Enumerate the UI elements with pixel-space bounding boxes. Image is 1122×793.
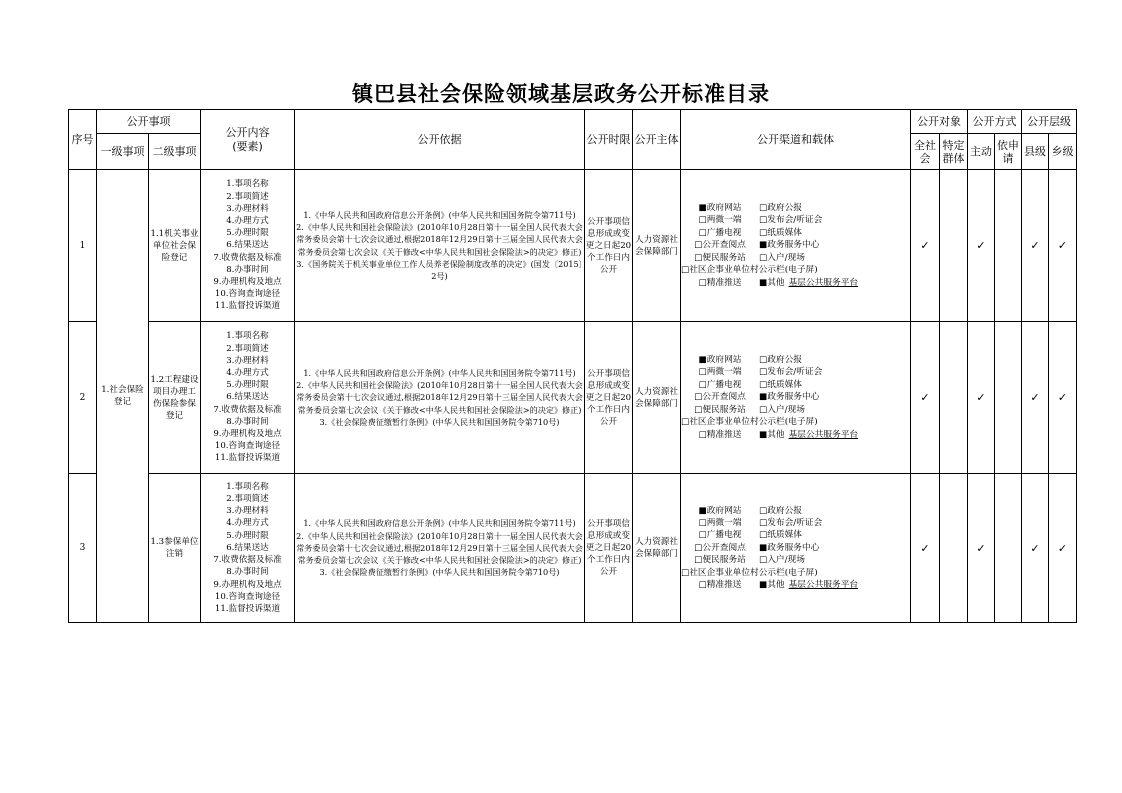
- check-cell-county: ✓: [1022, 474, 1049, 623]
- unchecked-box-icon: □: [759, 517, 768, 528]
- basis-cell: [295, 170, 585, 322]
- channel-label: 入户/现场: [767, 252, 805, 263]
- checked-box-icon: ■: [759, 429, 768, 440]
- channel-option: [681, 429, 759, 441]
- channel-option: [759, 391, 819, 403]
- unchecked-box-icon: □: [694, 392, 703, 403]
- check-cell-active: ✓: [968, 474, 995, 623]
- unchecked-box-icon: □: [759, 505, 768, 516]
- channel-label: 政府网站: [706, 355, 742, 366]
- check-cell-town: ✓: [1049, 170, 1077, 322]
- channel-line: [681, 366, 910, 378]
- channel-label: 政务服务中心: [767, 542, 820, 553]
- unchecked-box-icon: □: [698, 530, 707, 541]
- channel-label: 广播电视: [706, 227, 742, 238]
- content-cell: [201, 474, 295, 623]
- channel-option: [681, 277, 759, 289]
- content-item: 1.事项名称: [226, 331, 269, 342]
- channel-label: 社区企事业单位村公示栏(电子屏): [689, 417, 818, 428]
- channel-option: [681, 391, 759, 403]
- content-item: 1.事项名称: [226, 179, 269, 190]
- basis-item: 2.《中华人民共和国社会保险法》(2010年10月28日第十一届全国人民代表大会常务委员会第十七次会议通过,根据2018年12月29日第十三届全国人民代表大会常务委员会第七次会议《关于修改<中华人民共和国社会保险法>的决定》修正): [296, 530, 583, 566]
- time-cell: 公开事项信息形成或变更之日起20个工作日内公开: [585, 474, 633, 623]
- channel-option: [759, 239, 819, 251]
- channel-other-text: 基层公共服务平台: [788, 580, 859, 591]
- channel-option: [759, 214, 822, 226]
- unchecked-box-icon: □: [698, 367, 707, 378]
- content-item: 3.办理材料: [226, 203, 269, 214]
- level2-cell: 1.1机关事业单位社会保险登记: [149, 170, 201, 322]
- channel-line: [681, 227, 910, 239]
- channel-option: [681, 579, 759, 591]
- channel-label: 两微一端: [706, 517, 742, 528]
- channel-cell: [681, 322, 911, 474]
- header-method: 公开方式: [968, 110, 1022, 134]
- channel-line: [681, 252, 910, 264]
- channel-label: 社区企事业单位村公示栏(电子屏): [689, 265, 818, 276]
- channel-label: 政府公报: [767, 355, 802, 366]
- header-channel: 公开渠道和载体: [681, 110, 911, 170]
- channel-option: [681, 554, 759, 566]
- content-item: 2.事项简述: [226, 191, 269, 202]
- subject-cell: 人力资源社会保障部门: [633, 170, 681, 322]
- header-level1: 一级事项: [97, 134, 149, 170]
- channel-option: [681, 227, 759, 239]
- header-target-all: 全社会: [911, 134, 940, 170]
- channel-label: 政府网站: [706, 505, 742, 516]
- channel-line: [681, 567, 910, 579]
- content-item: 1.事项名称: [226, 481, 269, 492]
- time-cell: 公开事项信息形成或变更之日起20个工作日内公开: [585, 322, 633, 474]
- unchecked-box-icon: □: [759, 530, 768, 541]
- channel-line: [681, 517, 910, 529]
- unchecked-box-icon: □: [694, 404, 703, 415]
- channel-option: [681, 542, 759, 554]
- channel-option: [681, 354, 759, 366]
- basis-item: 1.《中华人民共和国政府信息公开条例》(中华人民共和国国务院令第711号): [303, 367, 576, 378]
- check-cell-apply: [995, 170, 1022, 322]
- header-content-label: 公开内容: [225, 125, 270, 139]
- unchecked-box-icon: □: [759, 252, 768, 263]
- seq-cell: 2: [69, 322, 97, 474]
- level2-cell: 1.2工程建设项目办理工伤保险参保登记: [149, 322, 201, 474]
- content-item: 8.办事时间: [226, 567, 269, 578]
- content-item: 11.监督投诉渠道: [214, 301, 281, 312]
- channel-label: 发布会/听证会: [767, 517, 823, 528]
- channel-other-text: 基层公共服务平台: [788, 277, 859, 288]
- channel-option: [681, 404, 759, 416]
- check-cell-active: ✓: [968, 322, 995, 474]
- channel-label: 便民服务站: [702, 555, 746, 566]
- channel-option: [759, 579, 858, 591]
- header-content-sub: (要素): [232, 139, 263, 153]
- channel-label: 入户/现场: [767, 404, 805, 415]
- checked-box-icon: ■: [759, 392, 768, 403]
- channel-label: 纸质媒体: [767, 379, 802, 390]
- unchecked-box-icon: □: [759, 379, 768, 390]
- header-content: [201, 110, 295, 170]
- header-level-town: 乡级: [1049, 134, 1077, 170]
- channel-label: 发布会/听证会: [767, 215, 823, 226]
- channel-option: [681, 264, 818, 276]
- header-method-active: 主动: [968, 134, 995, 170]
- channel-option: [681, 529, 759, 541]
- content-item: 5.办理时限: [226, 530, 269, 541]
- channel-option: [759, 505, 802, 517]
- channel-label: 社区企事业单位村公示栏(电子屏): [689, 567, 818, 578]
- checked-box-icon: ■: [698, 355, 707, 366]
- channel-option: [759, 354, 802, 366]
- header-subject: 公开主体: [633, 110, 681, 170]
- channel-label: 精准推送: [706, 580, 742, 591]
- unchecked-box-icon: □: [759, 355, 768, 366]
- header-target: 公开对象: [911, 110, 968, 134]
- header-basis: 公开依据: [295, 110, 585, 170]
- channel-option: [681, 239, 759, 251]
- basis-item: 1.《中华人民共和国政府信息公开条例》(中华人民共和国国务院令第711号): [303, 209, 576, 220]
- channel-label: 便民服务站: [702, 404, 746, 415]
- channel-line: [681, 416, 910, 428]
- channel-label: 入户/现场: [767, 555, 805, 566]
- basis-item: 3.《社会保险费征缴暂行条例》(中华人民共和国国务院令第710号): [319, 567, 560, 578]
- check-cell-target-all: ✓: [911, 474, 940, 623]
- content-item: 8.办事时间: [226, 416, 269, 427]
- content-item: 6.结果送达: [226, 240, 269, 251]
- channel-option: [759, 366, 822, 378]
- subject-cell: 人力资源社会保障部门: [633, 474, 681, 623]
- channel-cell: [681, 474, 911, 623]
- basis-item: 2.《中华人民共和国社会保险法》(2010年10月28日第十一届全国人民代表大会常务委员会第十七次会议通过,根据2018年12月29日第十三届全国人民代表大会常务委员会第七次会议《关于修改<中华人民共和国社会保险法>的决定》修正): [296, 221, 583, 257]
- channel-other-text: 基层公共服务平台: [788, 429, 859, 440]
- content-item: 7.收费依据及标准: [213, 404, 282, 415]
- content-item: 10.咨询查询途径: [214, 591, 281, 602]
- unchecked-box-icon: □: [698, 517, 707, 528]
- channel-option: [759, 404, 805, 416]
- channel-label: 政府公报: [767, 505, 802, 516]
- channel-option: [681, 366, 759, 378]
- unchecked-box-icon: □: [759, 555, 768, 566]
- header-time: 公开时限: [585, 110, 633, 170]
- basis-item: 1.《中华人民共和国政府信息公开条例》(中华人民共和国国务院令第711号): [303, 518, 576, 529]
- table-row: [69, 474, 1077, 623]
- content-cell: [201, 322, 295, 474]
- content-item: 3.办理材料: [226, 355, 269, 366]
- channel-option: [681, 252, 759, 264]
- channel-line: [681, 505, 910, 517]
- content-item: 7.收费依据及标准: [213, 555, 282, 566]
- channel-line: [681, 429, 910, 441]
- channel-label: 纸质媒体: [767, 530, 802, 541]
- unchecked-box-icon: □: [698, 215, 707, 226]
- content-item: 4.办理方式: [226, 367, 269, 378]
- unchecked-box-icon: □: [681, 567, 690, 578]
- unchecked-box-icon: □: [759, 203, 768, 214]
- content-item: 8.办事时间: [226, 264, 269, 275]
- content-item: 11.监督投诉渠道: [214, 453, 281, 464]
- subject-cell: 人力资源社会保障部门: [633, 322, 681, 474]
- unchecked-box-icon: □: [694, 542, 703, 553]
- content-item: 4.办理方式: [226, 215, 269, 226]
- channel-option: [681, 567, 818, 579]
- unchecked-box-icon: □: [759, 227, 768, 238]
- channel-label: 其他: [767, 429, 785, 440]
- page-title: 镇巴县社会保险领域基层政务公开标准目录: [352, 81, 770, 106]
- channel-option: [681, 214, 759, 226]
- unchecked-box-icon: □: [698, 580, 707, 591]
- channel-line: [681, 542, 910, 554]
- channel-line: [681, 554, 910, 566]
- unchecked-box-icon: □: [681, 417, 690, 428]
- channel-option: [759, 379, 802, 391]
- check-cell-target-specific: [940, 474, 968, 623]
- channel-label: 公开查阅点: [702, 240, 746, 251]
- channel-option: [759, 277, 858, 289]
- channel-option: [759, 542, 819, 554]
- channel-option: [759, 529, 802, 541]
- content-cell: [201, 170, 295, 322]
- level2-cell: 1.3参保单位注销: [149, 474, 201, 623]
- check-cell-target-all: ✓: [911, 322, 940, 474]
- catalog-table: [68, 109, 1077, 623]
- header-matter: 公开事项: [97, 110, 201, 134]
- content-item: 9.办理机构及地点: [213, 429, 282, 439]
- channel-label: 广播电视: [706, 379, 742, 390]
- unchecked-box-icon: □: [698, 277, 707, 288]
- content-item: 5.办理时限: [226, 380, 269, 391]
- channel-label: 公开查阅点: [702, 542, 746, 553]
- check-cell-active: ✓: [968, 170, 995, 322]
- time-cell: 公开事项信息形成或变更之日起20个工作日内公开: [585, 170, 633, 322]
- checked-box-icon: ■: [698, 505, 707, 516]
- check-cell-apply: [995, 474, 1022, 623]
- content-item: 7.收费依据及标准: [213, 252, 282, 263]
- channel-label: 便民服务站: [702, 252, 746, 263]
- channel-option: [759, 554, 805, 566]
- seq-cell: 3: [69, 474, 97, 623]
- level1-cell: 1.社会保险登记: [97, 170, 149, 623]
- channel-label: 政府公报: [767, 203, 802, 214]
- table-row: [69, 322, 1077, 474]
- check-cell-target-specific: [940, 322, 968, 474]
- unchecked-box-icon: □: [694, 555, 703, 566]
- content-item: 11.监督投诉渠道: [214, 603, 281, 614]
- table-row: [69, 170, 1077, 322]
- channel-line: [681, 391, 910, 403]
- channel-line: [681, 379, 910, 391]
- header-level-county: 县级: [1022, 134, 1049, 170]
- channel-line: [681, 354, 910, 366]
- content-item: 3.办理材料: [226, 506, 269, 517]
- checked-box-icon: ■: [759, 542, 768, 553]
- unchecked-box-icon: □: [694, 252, 703, 263]
- channel-line: [681, 404, 910, 416]
- channel-cell: [681, 170, 911, 322]
- check-cell-town: ✓: [1049, 474, 1077, 623]
- check-cell-county: ✓: [1022, 322, 1049, 474]
- header-level2: 二级事项: [149, 134, 201, 170]
- seq-cell: 1: [69, 170, 97, 322]
- content-item: 9.办理机构及地点: [213, 579, 282, 590]
- channel-line: [681, 277, 910, 289]
- content-item: 6.结果送达: [226, 392, 269, 403]
- content-item: 6.结果送达: [226, 542, 269, 553]
- header-method-apply: 依申请: [995, 134, 1022, 170]
- basis-item: 3.《国务院关于机关事业单位工作人员养老保险制度改革的决定》(国发〔2015〕2号): [296, 258, 583, 282]
- channel-label: 发布会/听证会: [767, 367, 823, 378]
- channel-option: [681, 379, 759, 391]
- channel-option: [681, 416, 818, 428]
- channel-line: [681, 214, 910, 226]
- channel-label: 精准推送: [706, 429, 742, 440]
- channel-line: [681, 202, 910, 214]
- check-cell-apply: [995, 322, 1022, 474]
- unchecked-box-icon: □: [759, 367, 768, 378]
- channel-option: [681, 517, 759, 529]
- channel-label: 纸质媒体: [767, 227, 802, 238]
- content-item: 10.咨询查询途径: [214, 289, 281, 300]
- channel-label: 其他: [767, 580, 785, 591]
- channel-option: [759, 252, 805, 264]
- content-item: 4.办理方式: [226, 518, 269, 529]
- header-target-specific: 特定群体: [940, 134, 968, 170]
- content-item: 10.咨询查询途径: [214, 441, 281, 452]
- check-cell-county: ✓: [1022, 170, 1049, 322]
- channel-label: 政府网站: [706, 203, 742, 214]
- channel-label: 两微一端: [706, 367, 742, 378]
- channel-line: [681, 239, 910, 251]
- channel-option: [759, 202, 802, 214]
- unchecked-box-icon: □: [698, 379, 707, 390]
- content-item: 2.事项简述: [226, 494, 269, 505]
- check-cell-town: ✓: [1049, 322, 1077, 474]
- channel-option: [681, 202, 759, 214]
- channel-line: [681, 579, 910, 591]
- channel-line: [681, 264, 910, 276]
- content-item: 9.办理机构及地点: [213, 277, 282, 287]
- header-seq: 序号: [69, 110, 97, 170]
- header-row-1: [69, 110, 1077, 134]
- channel-option: [759, 517, 822, 529]
- header-level: 公开层级: [1022, 110, 1077, 134]
- channel-label: 公开查阅点: [702, 392, 746, 403]
- channel-label: 广播电视: [706, 530, 742, 541]
- channel-label: 精准推送: [706, 277, 742, 288]
- checked-box-icon: ■: [698, 203, 707, 214]
- channel-line: [681, 529, 910, 541]
- unchecked-box-icon: □: [698, 227, 707, 238]
- channel-option: [759, 227, 802, 239]
- basis-item: 2.《中华人民共和国社会保险法》(2010年10月28日第十一届全国人民代表大会常务委员会第十七次会议通过,根据2018年12月29日第十三届全国人民代表大会常务委员会第七次会议《关于修改<中华人民共和国社会保险法>的决定》修正): [296, 380, 583, 415]
- channel-label: 两微一端: [706, 215, 742, 226]
- unchecked-box-icon: □: [681, 265, 690, 276]
- channel-option: [681, 505, 759, 517]
- unchecked-box-icon: □: [759, 215, 768, 226]
- basis-cell: [295, 322, 585, 474]
- content-item: 2.事项简述: [226, 343, 269, 354]
- basis-cell: [295, 474, 585, 623]
- channel-label: 政务服务中心: [767, 392, 820, 403]
- check-cell-target-specific: [940, 170, 968, 322]
- basis-item: 3.《社会保险费征缴暂行条例》(中华人民共和国国务院令第710号): [319, 416, 560, 427]
- checked-box-icon: ■: [759, 277, 768, 288]
- channel-option: [759, 429, 858, 441]
- unchecked-box-icon: □: [694, 240, 703, 251]
- content-item: 5.办理时限: [226, 228, 269, 239]
- checked-box-icon: ■: [759, 580, 768, 591]
- channel-label: 其他: [767, 277, 785, 288]
- unchecked-box-icon: □: [759, 404, 768, 415]
- checked-box-icon: ■: [759, 240, 768, 251]
- unchecked-box-icon: □: [698, 429, 707, 440]
- check-cell-target-all: ✓: [911, 170, 940, 322]
- channel-label: 政务服务中心: [767, 240, 820, 251]
